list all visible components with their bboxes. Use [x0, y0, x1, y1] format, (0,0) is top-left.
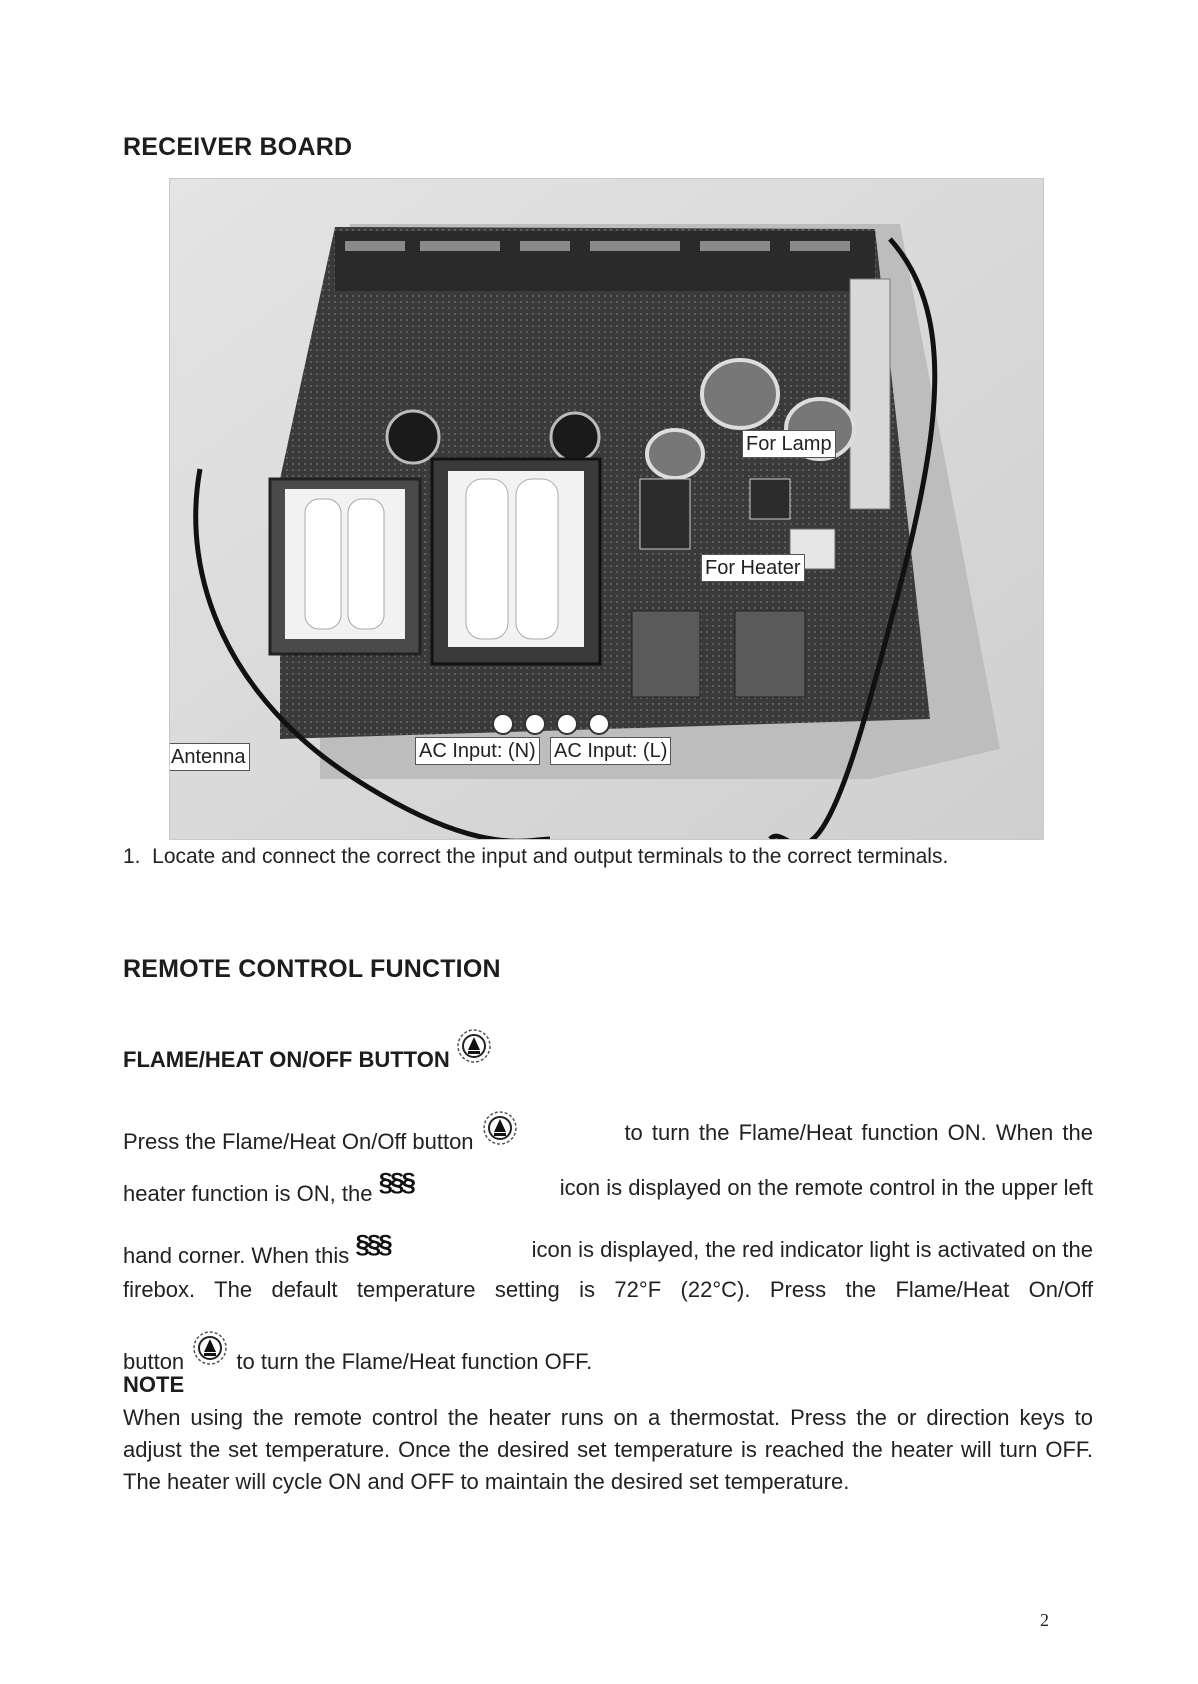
- p3-text-b: icon is displayed, the red indicator light is activated on the: [531, 1237, 1093, 1262]
- p5-text-b: to turn the Flame/Heat function OFF.: [236, 1348, 593, 1374]
- p3-text-a: hand corner. When this: [123, 1243, 350, 1268]
- note-text: When using the remote control the heater runs on a thermostat. Press the or direction keys to adjust the set temperature. Once the desired set temperature is reached the heater will turn OFF. The heater will cycle ON and OFF to maintain the desired set temperature.: [123, 1405, 1093, 1494]
- page-number: 2: [1040, 1610, 1049, 1630]
- label-ac-input-n: AC Input: (N): [415, 737, 540, 765]
- flame-heat-subheading-text: FLAME/HEAT ON/OFF BUTTON: [123, 1046, 450, 1072]
- p5-text-a: button: [123, 1348, 185, 1374]
- note-title: NOTE: [123, 1372, 185, 1397]
- flame-heat-button-icon: [480, 1108, 520, 1154]
- paragraph-line-2: [123, 1167, 1093, 1207]
- flame-heat-subheading: [123, 1040, 494, 1085]
- label-ac-input-l: AC Input: (L): [550, 737, 671, 765]
- flame-heat-button-icon: [190, 1328, 230, 1374]
- paragraph-line-4: firebox. The default temperature setting is 72°F (22°C). Press the Flame/Heat On/Off: [123, 1277, 1093, 1302]
- label-for-heater: For Heater: [701, 554, 805, 582]
- heat-waves-icon: §§§: [355, 1229, 390, 1259]
- flame-heat-button-icon: [454, 1026, 494, 1071]
- p2-text-b: icon is displayed on the remote control in the upper left: [559, 1175, 1093, 1200]
- p1-text-a: Press the Flame/Heat On/Off button: [123, 1128, 474, 1154]
- receiver-board-heading: RECEIVER BOARD: [123, 133, 353, 161]
- paragraph-line-5: [123, 1340, 592, 1386]
- step-1-text: 1. Locate and connect the correct the input and output terminals to the correct terminals.: [123, 845, 949, 868]
- label-antenna: Antenna: [169, 743, 250, 771]
- paragraph-line-1: [123, 1120, 1093, 1166]
- heat-waves-icon: §§§: [378, 1167, 413, 1197]
- p1-text-b: to turn the Flame/Heat function ON. When the: [624, 1120, 1093, 1145]
- label-for-lamp: For Lamp: [742, 430, 836, 458]
- paragraph-line-3: [123, 1229, 1093, 1269]
- remote-control-heading: REMOTE CONTROL FUNCTION: [123, 955, 501, 983]
- p2-text-a: heater function is ON, the: [123, 1181, 373, 1206]
- receiver-board-photo: [169, 178, 1044, 840]
